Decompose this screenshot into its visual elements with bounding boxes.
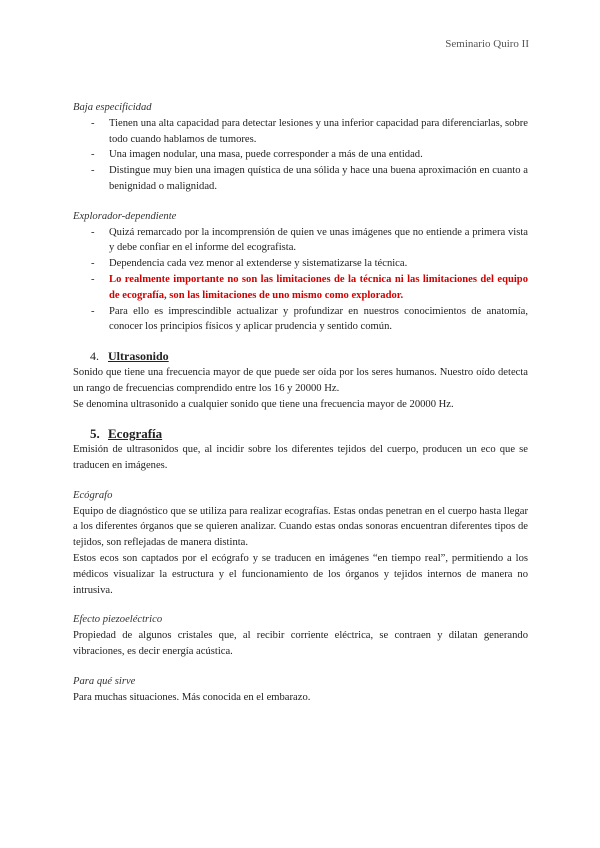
list-item: - Tienen una alta capacidad para detectar lesiones y una inferior capacidad para diferenciarlas, sobre todo cuando hablamos de tumores.: [73, 116, 528, 148]
section-title: Ecografía: [108, 426, 163, 442]
ecografia-intro: Emisión de ultrasonidos que, al incidir sobre los diferentes tejidos del cuerpo, producen un eco que se traducen en imágenes.: [73, 444, 528, 471]
ultrasonido-paragraph: Sonido que tiene una frecuencia mayor de que puede ser oída por los seres humanos. Nuestro oído detecta un rango de frecuencias comprendido entre los 16 y 20000 Hz.: [73, 366, 528, 394]
list-item: - Una imagen nodular, una masa, puede corresponder a más de una entidad.: [73, 147, 528, 163]
ecografo-paragraph: Equipo de diagnóstico que se utiliza para realizar ecografías. Estas ondas penetran en el cuerpo hasta llegar a los diferentes órganos que se quieren analizar. Cuando estas ondas sonoras encuentran diferentes tipos de tejidos, son reflejadas de manera distinta.: [73, 505, 528, 549]
explorador-dependiente-list: [73, 225, 528, 336]
ecografia-heading: [73, 426, 528, 442]
list-item: - Para ello es imprescindible actualizar y profundizar en nuestros conocimientos de anatomía, conocer los principios físicos y aplicar prudencia y sentido común.: [73, 304, 528, 336]
efecto-piezoelectrico-paragraph: Propiedad de algunos cristales que, al recibir corriente eléctrica, se contraen y dilatan generando vibraciones, es decir energía acústica.: [73, 630, 528, 657]
section-title: Ultrasonido: [108, 349, 169, 364]
list-item: - Distingue muy bien una imagen quística de una sólida y hace una buena aproximación en cuanto a benignidad o malignidad.: [73, 163, 528, 195]
highlighted-list-item: - Lo realmente importante no son las limitaciones de la técnica ni las limitaciones del equipo de ecografía, son las limitaciones de uno mismo como explorador.: [73, 272, 528, 304]
ecografo-heading: Ecógrafo: [73, 489, 113, 501]
para-que-sirve-paragraph: Para muchas situaciones. Más conocida en el embarazo.: [73, 691, 311, 703]
baja-especificidad-heading: Baja especificidad: [73, 102, 152, 113]
list-item: - Dependencia cada vez menor al extenderse y sistematizarse la técnica.: [73, 256, 528, 272]
ecografo-paragraph: Estos ecos son captados por el ecógrafo y se traducen en imágenes “en tiempo real”, permitiendo a los médicos visualizar la estructura y el funcionamiento de los órganos y tejidos internos de manera no intrusiva.: [73, 552, 528, 596]
section-number: 5.: [90, 426, 100, 442]
efecto-piezoelectrico-heading: Efecto piezoeléctrico: [73, 614, 163, 626]
para-que-sirve-heading: Para qué sirve: [73, 675, 136, 687]
document-body: [73, 100, 528, 705]
explorador-dependiente-heading: Explorador-dependiente: [73, 210, 177, 222]
ultrasonido-paragraph: Se denomina ultrasonido a cualquier sonido que tiene una frecuencia mayor de 20000 Hz.: [73, 398, 454, 410]
baja-especificidad-list: [73, 116, 528, 195]
running-header: Seminario Quiro II: [445, 38, 529, 50]
ultrasonido-heading: [73, 349, 528, 365]
section-number: 4.: [90, 349, 99, 364]
list-item: - Quizá remarcado por la incomprensión de quien ve unas imágenes que no entiende a primera vista y debe confiar en el informe del ecografista.: [73, 225, 528, 257]
